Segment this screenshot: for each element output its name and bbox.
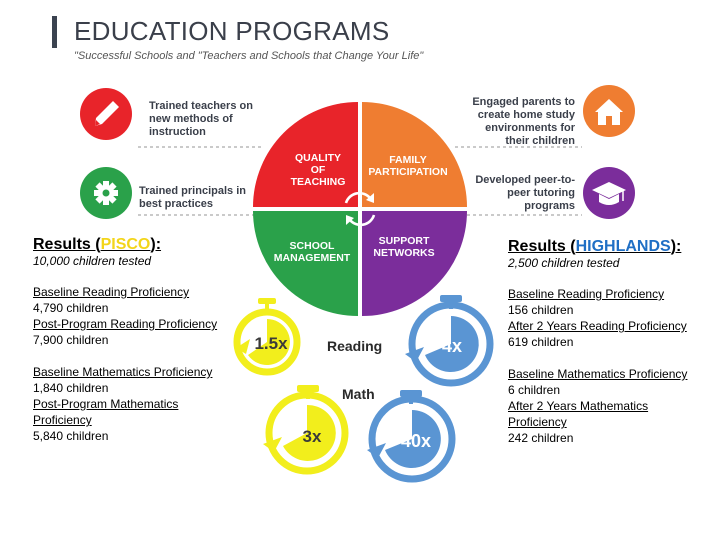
feature-peer: Developed peer-to- peer tutoring programs [475, 174, 575, 212]
pisco-baseline-math-value: 1,840 children [33, 381, 109, 395]
highlands-tested: 2,500 children tested [508, 256, 620, 270]
highlands-baseline-math-label: Baseline Mathematics Proficiency [508, 367, 688, 381]
quad-label-br-2: NETWORKS [373, 247, 435, 259]
math-label: Math [342, 386, 375, 402]
gear-icon [80, 167, 132, 219]
mult-highlands-reading: 4x [441, 336, 463, 356]
quad-label-br-1: SUPPORT [378, 235, 430, 247]
quad-label-bl-2: MANAGEMENT [273, 252, 351, 264]
pisco-post-reading-label: Post-Program Reading Proficiency [33, 317, 218, 331]
feature-teachers: Trained teachers on new methods of instruction [149, 100, 253, 138]
mult-pisco-reading: 1.5x [254, 334, 288, 353]
quad-label-tr-2: PARTICIPATION [368, 166, 448, 178]
home-icon [583, 85, 635, 137]
highlands-after-reading-value: 619 children [508, 335, 574, 349]
pisco-post-math-label-2: Proficiency [33, 413, 92, 427]
pisco-baseline-reading-value: 4,790 children [33, 301, 109, 315]
page-title: EDUCATION PROGRAMS [74, 16, 390, 46]
pisco-baseline-reading-label: Baseline Reading Proficiency [33, 285, 190, 299]
highlands-after-math-label-1: After 2 Years Mathematics [508, 399, 649, 413]
highlands-after-math-label-2: Proficiency [508, 415, 567, 429]
highlands-baseline-math-value: 6 children [508, 383, 561, 397]
pisco-baseline-math-label: Baseline Mathematics Proficiency [33, 365, 213, 379]
highlands-after-reading-label: After 2 Years Reading Proficiency [508, 319, 687, 333]
quad-label-tl-3: TEACHING [290, 176, 346, 188]
results-pisco [33, 236, 263, 444]
pisco-post-math-value: 5,840 children [33, 429, 109, 443]
quadrant-circle [253, 102, 467, 316]
results-pisco-heading: Results (PISCO): [33, 236, 162, 253]
reading-label: Reading [327, 338, 383, 354]
quad-label-bl-1: SCHOOL [289, 240, 335, 252]
pisco-post-math-label-1: Post-Program Mathematics [33, 397, 179, 411]
page-subtitle: "Successful Schools and "Teachers and Schools that Change Your Life" [74, 50, 424, 62]
pencil-icon [80, 88, 132, 140]
quad-label-tr-1: FAMILY [389, 154, 427, 166]
feature-parents: Engaged parents to create home study environments for their children [472, 96, 575, 147]
pisco-post-reading-value: 7,900 children [33, 333, 109, 347]
pisco-tested: 10,000 children tested [33, 254, 152, 268]
results-highlands-heading: Results (HIGHLANDS): [508, 238, 682, 255]
mult-pisco-math: 3x [302, 427, 322, 446]
feature-principals: Trained principals in best practices [139, 185, 246, 210]
quad-label-tl-1: QUALITY [294, 152, 342, 164]
mult-highlands-math: 40x [400, 431, 432, 451]
highlands-baseline-reading-label: Baseline Reading Proficiency [508, 287, 665, 301]
highlands-baseline-reading-value: 156 children [508, 303, 574, 317]
graduation-cap-icon [583, 167, 635, 219]
quad-label-tl-2: OF [310, 164, 326, 176]
results-highlands [508, 238, 713, 446]
highlands-after-math-value: 242 children [508, 431, 574, 445]
